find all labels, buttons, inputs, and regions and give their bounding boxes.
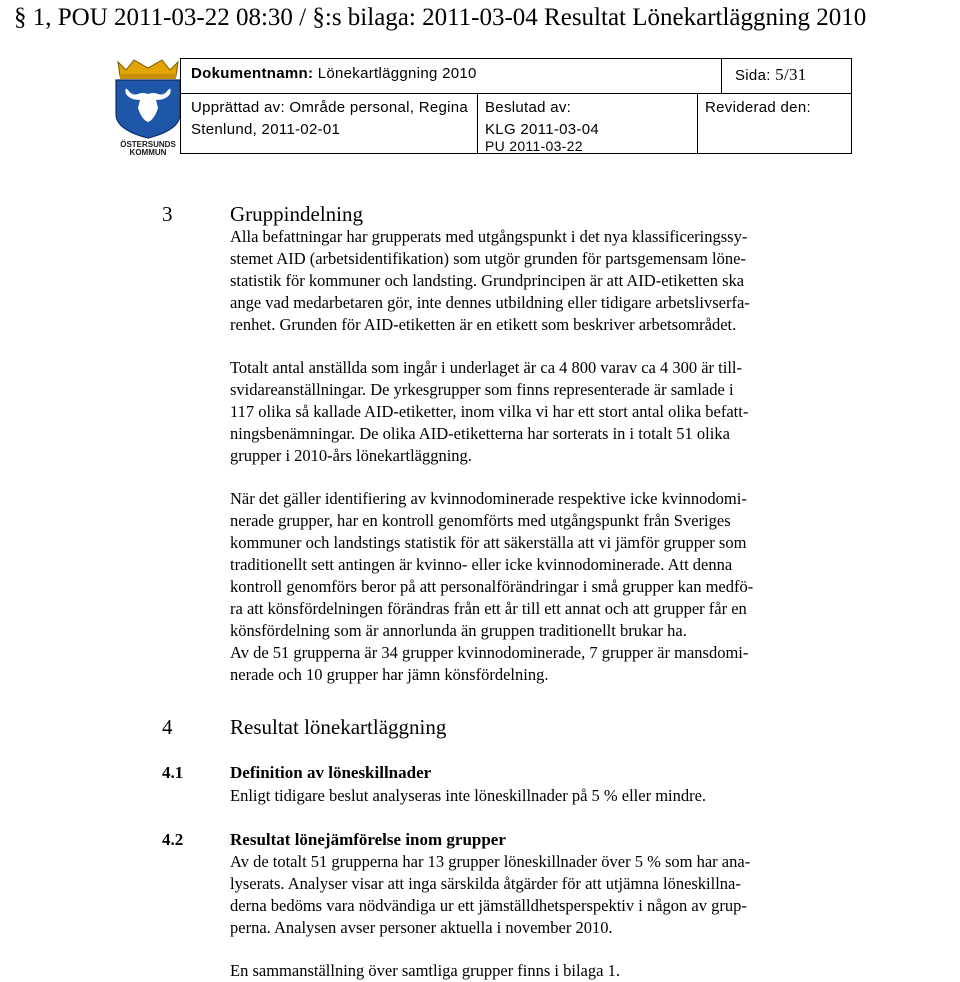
text-line: perna. Analysen avser personer aktuella i november 2010. — [230, 918, 613, 937]
page-value: 5/31 — [775, 65, 807, 84]
section-3-title: Gruppindelning — [230, 202, 363, 226]
text-line: kommuner och landstings statistik för att säkerställa att vi jämför grupper som — [230, 533, 747, 552]
section-4-1-number: 4.1 — [162, 763, 184, 782]
text-line: När det gäller identifiering av kvinnodominerade respektive icke kvinnodomi- — [230, 489, 747, 508]
header-divider — [477, 93, 478, 153]
prepared-by-line-2: Stenlund, 2011-02-01 — [191, 121, 341, 138]
page-label: Sida: — [735, 67, 771, 84]
text-line: lyserats. Analyser visar att inga särskilda åtgärder för att utjämna löneskillna- — [230, 874, 741, 893]
text-line: könsfördelning som är annorlunda än gruppen traditionellt brukar ha. — [230, 621, 687, 640]
text-line: Av de totalt 51 grupperna har 13 grupper löneskillnader över 5 % som har ana- — [230, 852, 751, 871]
ostersunds-kommun-logo — [104, 56, 192, 156]
section-4-1-title: Definition av löneskillnader — [230, 763, 432, 782]
text-line: ra att könsfördelningen förändras från ett år till ett annat och att grupper får en — [230, 599, 747, 618]
section-4-2-paragraph-2 — [230, 960, 842, 982]
svg-text:ÖSTERSUNDS: ÖSTERSUNDS — [120, 140, 176, 149]
section-4-number: 4 — [162, 715, 173, 739]
section-3-number: 3 — [162, 202, 173, 226]
doc-name-value: Lönekartläggning 2010 — [317, 65, 477, 82]
text-line: Enligt tidigare beslut analyseras inte löneskillnader på 5 % eller mindre. — [230, 786, 707, 805]
section-4-title: Resultat lönekartläggning — [230, 715, 447, 739]
text-line: Av de 51 grupperna är 34 grupper kvinnodominerade, 7 grupper är mansdomi- — [230, 643, 749, 662]
doc-name-label: Dokumentnamn: — [191, 65, 314, 82]
section-4-2-paragraph-1 — [230, 851, 842, 939]
page-top-line: § 1, POU 2011-03-22 08:30 / §:s bilaga: 2011-03-04 Resultat Lönekartläggning 2010 — [14, 4, 867, 31]
text-line: nerade och 10 grupper har jämn könsfördelning. — [230, 665, 549, 684]
doc-name-field — [191, 65, 477, 82]
header-divider — [721, 59, 722, 93]
decided-by-line-1: KLG 2011-03-04 — [485, 121, 599, 138]
text-line: En sammanställning över samtliga grupper finns i bilaga 1. — [230, 961, 620, 980]
svg-text:KOMMUN: KOMMUN — [129, 148, 167, 156]
document-header-table — [180, 58, 852, 154]
text-line: ange vad medarbetaren gör, inte dennes utbildning eller tidigare arbetslivserfa- — [230, 293, 750, 312]
page-number-field — [735, 65, 807, 85]
header-divider — [697, 93, 698, 153]
text-line: renhet. Grunden för AID-etiketten är en etikett som beskriver arbetsområdet. — [230, 315, 737, 334]
text-line: svidareanställningar. De yrkesgrupper som finns representerade är samlade i — [230, 380, 734, 399]
section-3-paragraph-1 — [230, 226, 842, 336]
section-4-2-title: Resultat lönejämförelse inom grupper — [230, 830, 506, 849]
text-line: grupper i 2010-års lönekartläggning. — [230, 446, 472, 465]
section-3-paragraph-3 — [230, 488, 842, 686]
decided-by-label: Beslutad av: — [485, 99, 572, 116]
decided-by-line-2: PU 2011-03-22 — [485, 138, 583, 154]
text-line: Alla befattningar har grupperats med utgångspunkt i det nya klassificeringssy- — [230, 227, 748, 246]
header-row-1 — [181, 59, 851, 94]
text-line: nerade grupper, har en kontroll genomförts med utgångspunkt från Sveriges — [230, 511, 731, 530]
section-3-paragraph-2 — [230, 357, 842, 467]
text-line: Totalt antal anställda som ingår i underlaget är ca 4 800 varav ca 4 300 är till- — [230, 358, 742, 377]
text-line: 117 olika så kallade AID-etiketter, inom vilka vi har ett stort antal olika befatt- — [230, 402, 749, 421]
text-line: derna bedöms vara nödvändiga ur ett jämställdhetsperspektiv i någon av grup- — [230, 896, 747, 915]
text-line: traditionellt sett antingen är kvinno- eller icke kvinnodominerade. Att denna — [230, 555, 733, 574]
text-line: stemet AID (arbetsidentifikation) som utgör grunden för partsgemensam löne- — [230, 249, 746, 268]
text-line: statistik för kommuner och landsting. Grundprincipen är att AID-etiketten ska — [230, 271, 745, 290]
text-line: ningsbenämningar. De olika AID-etiketterna har sorterats in i totalt 51 olika — [230, 424, 730, 443]
section-4-2-number: 4.2 — [162, 830, 184, 849]
prepared-by-line-1: Upprättad av: Område personal, Regina — [191, 99, 469, 116]
section-4-1-text — [230, 785, 842, 807]
text-line: kontroll genomförs beror på att personalförändringar i små grupper kan medfö- — [230, 577, 754, 596]
revised-label: Reviderad den: — [705, 99, 811, 116]
